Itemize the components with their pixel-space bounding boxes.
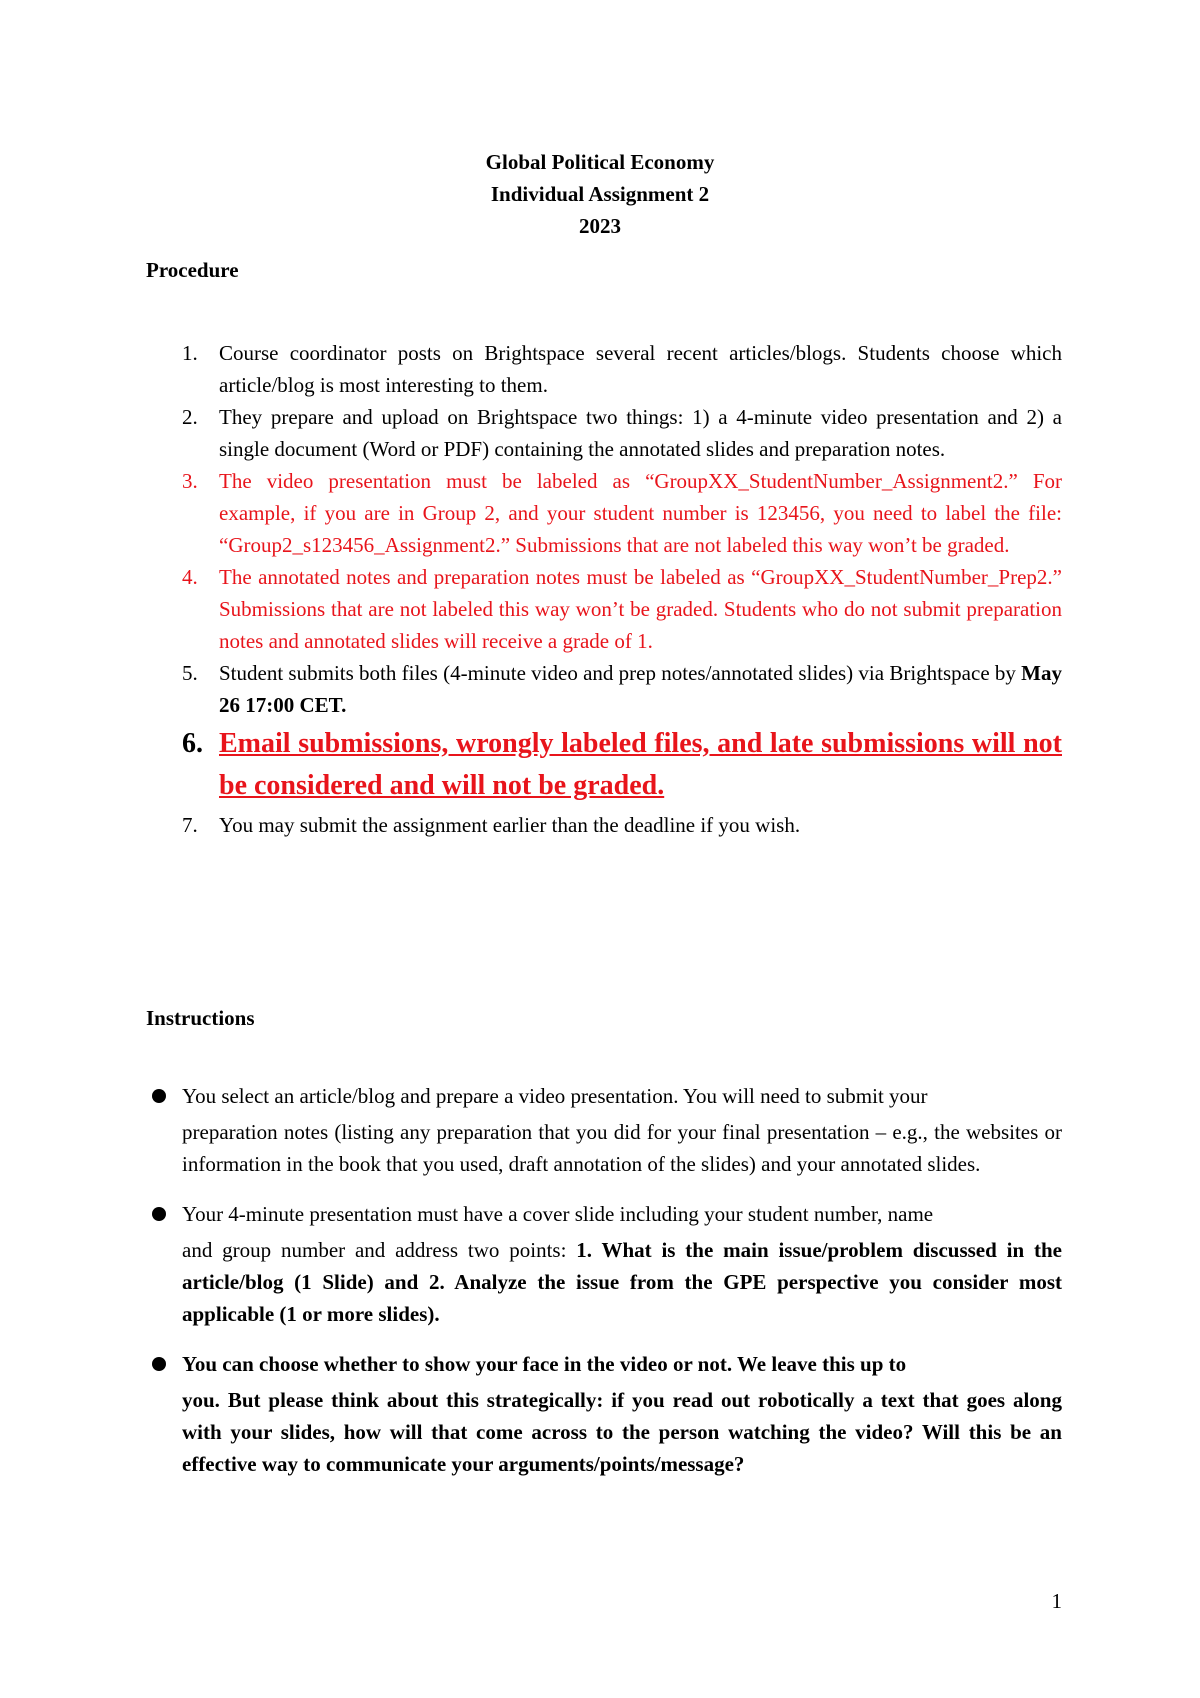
instruction-bold-text: 1. What is the main issue/problem discussed in the article/blog (1 Slide) and 2. Analyze the issue from the GPE perspective you consider most applicable (1 or more slides). — [182, 1238, 1062, 1326]
procedure-text: The video presentation must be labeled as “GroupXX_StudentNumber_Assignment2.” For example, if you are in Group 2, and your student number is 123456, you need to label the file: “Group2_s123456_Assignment2.” Submissions that are not labeled this way won’t be graded. — [219, 469, 1062, 557]
procedure-text: You may submit the assignment earlier than the deadline if you wish. — [219, 813, 801, 837]
bullet-icon — [152, 1089, 166, 1103]
course-title: Global Political Economy — [485, 150, 715, 174]
procedure-item-7 — [146, 809, 1062, 841]
procedure-heading: Procedure — [146, 258, 239, 282]
instruction-text: and group number and address two points: — [182, 1238, 577, 1262]
instruction-text: you. But please think about this strategically: if you read out robotically a text that goes along with your slides, how will that come across to the person watching the video? Will this be an effective way to communicate your arguments/points/message? — [182, 1388, 1062, 1476]
procedure-number: 4. — [182, 565, 198, 589]
procedure-item-3 — [146, 465, 1062, 561]
procedure-item-2 — [146, 401, 1062, 465]
procedure-number: 7. — [182, 813, 198, 837]
procedure-text: The annotated notes and preparation notes must be labeled as “GroupXX_StudentNumber_Prep2.” Submissions that are not labeled this way won’t be graded. Students who do not submit preparation notes and annotated slides will receive a grade of 1. — [219, 565, 1062, 653]
procedure-number: 1. — [182, 341, 198, 365]
assignment-title: Individual Assignment 2 — [490, 182, 710, 206]
procedure-number: 6. — [182, 728, 203, 759]
instructions-list — [146, 1076, 1062, 1494]
instruction-first-line: You can choose whether to show your face in the video or not. We leave this up to — [182, 1352, 907, 1376]
instruction-text: preparation notes (listing any preparation that you did for your final presentation – e.g., the websites or information in the book that you used, draft annotation of the slides) and your annotated slides. — [182, 1120, 1062, 1176]
procedure-item-4 — [146, 561, 1062, 657]
procedure-text: They prepare and upload on Brightspace two things: 1) a 4-minute video presentation and 2) a single document (Word or PDF) containing the annotated slides and preparation notes. — [219, 405, 1062, 461]
procedure-text: Student submits both files (4-minute video and prep notes/annotated slides) via Brightspace by — [219, 661, 1022, 685]
instruction-item-3 — [146, 1344, 1062, 1480]
instruction-item-1 — [146, 1076, 1062, 1180]
procedure-number: 3. — [182, 469, 198, 493]
warning-text: Email submissions, wrongly labeled files, and late submissions will not be considered and will not be graded. — [219, 728, 1062, 801]
instruction-first-line: Your 4-minute presentation must have a cover slide including your student number, name — [182, 1202, 934, 1226]
instruction-item-2 — [146, 1194, 1062, 1330]
bullet-icon — [152, 1207, 166, 1221]
title-block — [0, 146, 1200, 242]
procedure-list — [146, 337, 1062, 841]
procedure-item-5 — [146, 657, 1062, 721]
deadline-text: May 26 17:00 CET. — [219, 661, 1062, 717]
instruction-first-line: You select an article/blog and prepare a video presentation. You will need to submit your — [182, 1084, 928, 1108]
procedure-item-1 — [146, 337, 1062, 401]
instructions-heading: Instructions — [146, 1006, 255, 1030]
procedure-item-6 — [146, 723, 1062, 807]
procedure-text: Course coordinator posts on Brightspace several recent articles/blogs. Students choose which article/blog is most interesting to them. — [219, 341, 1062, 397]
assignment-year: 2023 — [579, 214, 621, 238]
page-number: 1 — [1051, 1589, 1062, 1613]
bullet-icon — [152, 1357, 166, 1371]
procedure-number: 2. — [182, 405, 198, 429]
procedure-number: 5. — [182, 661, 198, 685]
